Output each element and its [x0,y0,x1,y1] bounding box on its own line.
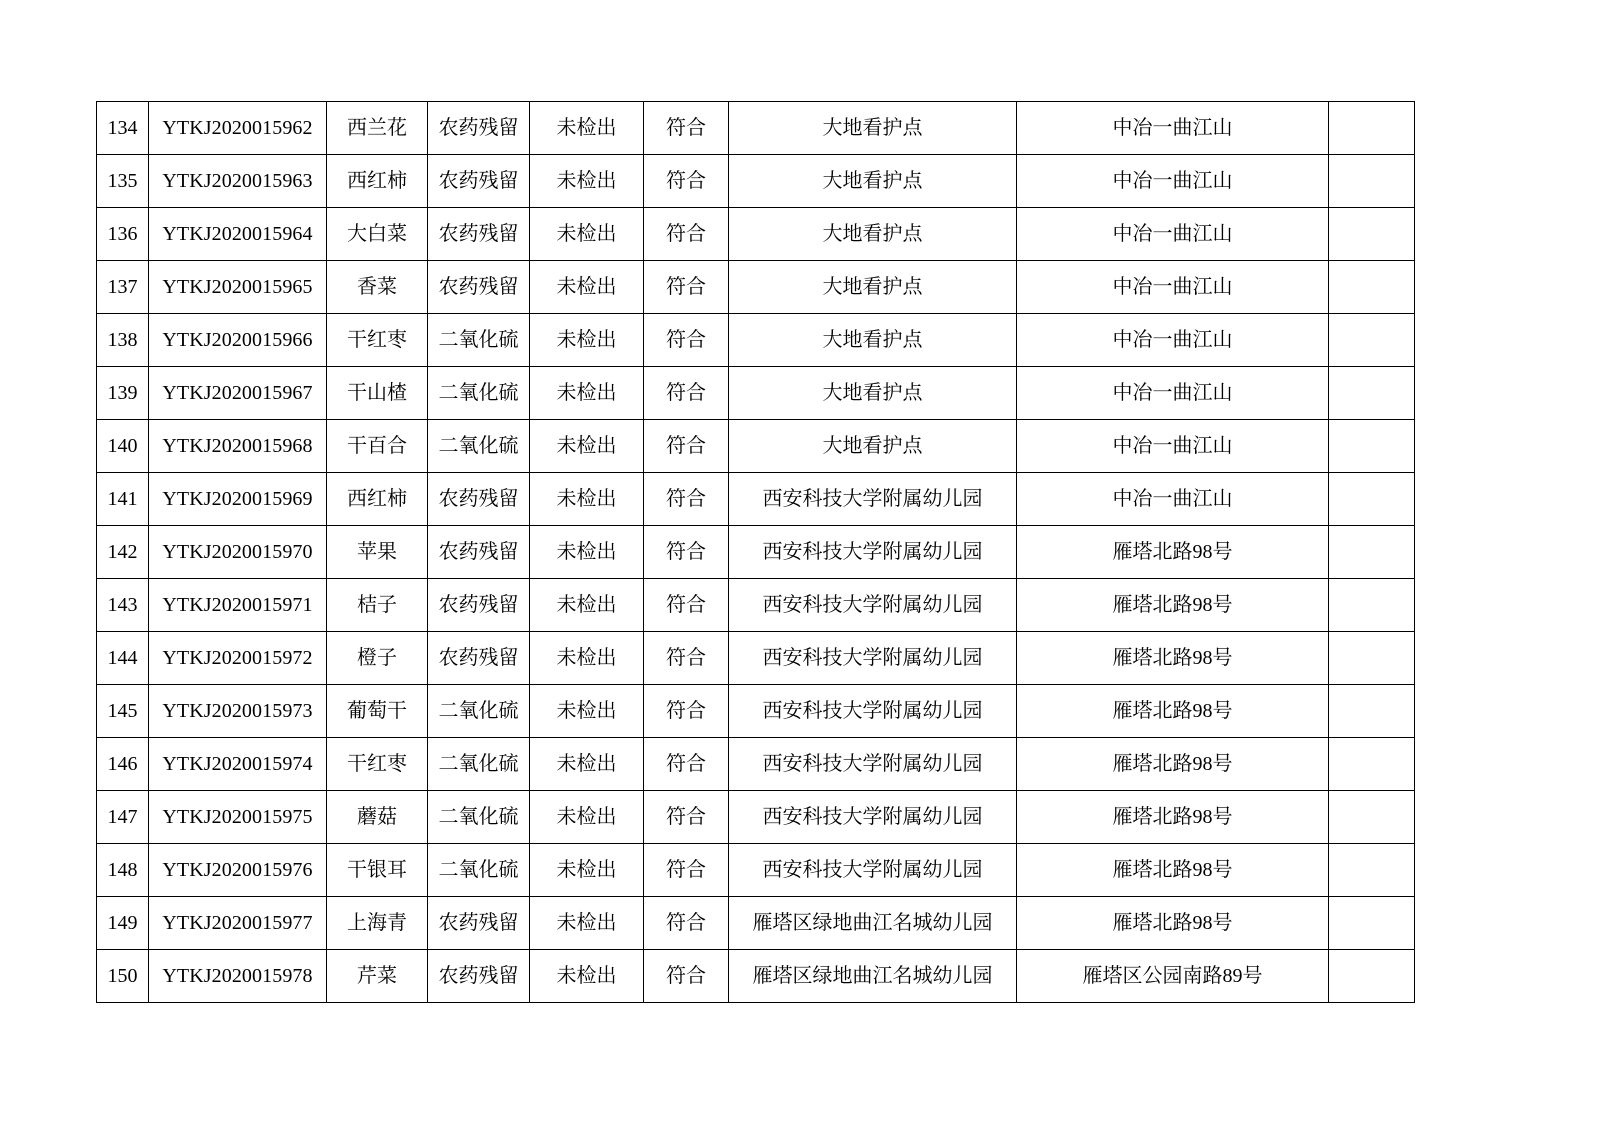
test-item: 二氧化硫 [428,420,530,473]
sample-name: 香菜 [327,261,428,314]
test-result: 未检出 [530,155,644,208]
verdict: 符合 [644,685,729,738]
verdict: 符合 [644,367,729,420]
row-index: 139 [97,367,149,420]
sample-name: 干银耳 [327,844,428,897]
row-index: 134 [97,102,149,155]
remark [1329,685,1415,738]
inspected-unit: 西安科技大学附属幼儿园 [729,844,1017,897]
test-result: 未检出 [530,208,644,261]
sample-code: YTKJ2020015972 [149,632,327,685]
test-item: 农药残留 [428,950,530,1003]
inspected-unit: 雁塔区绿地曲江名城幼儿园 [729,950,1017,1003]
sample-name: 橙子 [327,632,428,685]
test-result: 未检出 [530,579,644,632]
test-result: 未检出 [530,314,644,367]
remark [1329,102,1415,155]
row-index: 146 [97,738,149,791]
sample-name: 芹菜 [327,950,428,1003]
sample-code: YTKJ2020015967 [149,367,327,420]
sample-name: 苹果 [327,526,428,579]
table-row [97,632,1415,685]
address: 雁塔北路98号 [1017,632,1329,685]
table-body [97,102,1415,1003]
table-row [97,367,1415,420]
sample-code: YTKJ2020015977 [149,897,327,950]
sample-code: YTKJ2020015964 [149,208,327,261]
sample-name: 葡萄干 [327,685,428,738]
test-result: 未检出 [530,420,644,473]
sample-code: YTKJ2020015963 [149,155,327,208]
remark [1329,738,1415,791]
test-result: 未检出 [530,102,644,155]
verdict: 符合 [644,473,729,526]
verdict: 符合 [644,579,729,632]
inspection-results-table [96,101,1415,1003]
sample-name: 桔子 [327,579,428,632]
test-item: 农药残留 [428,261,530,314]
remark [1329,314,1415,367]
remark [1329,791,1415,844]
row-index: 142 [97,526,149,579]
verdict: 符合 [644,632,729,685]
test-item: 农药残留 [428,632,530,685]
inspected-unit: 大地看护点 [729,420,1017,473]
test-item: 二氧化硫 [428,738,530,791]
test-item: 二氧化硫 [428,367,530,420]
sample-code: YTKJ2020015969 [149,473,327,526]
sample-code: YTKJ2020015974 [149,738,327,791]
remark [1329,950,1415,1003]
sample-name: 干山楂 [327,367,428,420]
verdict: 符合 [644,791,729,844]
test-item: 农药残留 [428,155,530,208]
row-index: 149 [97,897,149,950]
table-row [97,102,1415,155]
inspected-unit: 大地看护点 [729,367,1017,420]
sample-code: YTKJ2020015965 [149,261,327,314]
table-row [97,950,1415,1003]
sample-code: YTKJ2020015973 [149,685,327,738]
sample-name: 西红柿 [327,155,428,208]
sample-code: YTKJ2020015971 [149,579,327,632]
test-item: 农药残留 [428,526,530,579]
table-row [97,420,1415,473]
verdict: 符合 [644,897,729,950]
remark [1329,473,1415,526]
sample-code: YTKJ2020015978 [149,950,327,1003]
test-item: 农药残留 [428,102,530,155]
sample-code: YTKJ2020015970 [149,526,327,579]
table-row [97,526,1415,579]
inspected-unit: 西安科技大学附属幼儿园 [729,579,1017,632]
row-index: 136 [97,208,149,261]
address: 雁塔北路98号 [1017,844,1329,897]
row-index: 137 [97,261,149,314]
sample-name: 上海青 [327,897,428,950]
inspected-unit: 大地看护点 [729,102,1017,155]
test-result: 未检出 [530,526,644,579]
table-row [97,844,1415,897]
test-result: 未检出 [530,844,644,897]
address: 雁塔北路98号 [1017,685,1329,738]
test-result: 未检出 [530,367,644,420]
table-row [97,473,1415,526]
address: 雁塔北路98号 [1017,791,1329,844]
inspected-unit: 西安科技大学附属幼儿园 [729,526,1017,579]
inspected-unit: 西安科技大学附属幼儿园 [729,791,1017,844]
verdict: 符合 [644,844,729,897]
table-row [97,261,1415,314]
table-row [97,897,1415,950]
row-index: 135 [97,155,149,208]
address: 中冶一曲江山 [1017,102,1329,155]
verdict: 符合 [644,738,729,791]
row-index: 147 [97,791,149,844]
remark [1329,208,1415,261]
row-index: 141 [97,473,149,526]
test-result: 未检出 [530,685,644,738]
remark [1329,367,1415,420]
remark [1329,579,1415,632]
test-item: 二氧化硫 [428,314,530,367]
address: 中冶一曲江山 [1017,261,1329,314]
inspected-unit: 西安科技大学附属幼儿园 [729,473,1017,526]
address: 中冶一曲江山 [1017,314,1329,367]
row-index: 150 [97,950,149,1003]
sample-name: 大白菜 [327,208,428,261]
verdict: 符合 [644,102,729,155]
table-row [97,314,1415,367]
address: 中冶一曲江山 [1017,420,1329,473]
table-row [97,208,1415,261]
sample-name: 干红枣 [327,738,428,791]
address: 雁塔北路98号 [1017,738,1329,791]
sample-code: YTKJ2020015966 [149,314,327,367]
test-item: 农药残留 [428,897,530,950]
remark [1329,897,1415,950]
table-row [97,685,1415,738]
verdict: 符合 [644,261,729,314]
inspected-unit: 大地看护点 [729,208,1017,261]
verdict: 符合 [644,208,729,261]
test-result: 未检出 [530,791,644,844]
row-index: 148 [97,844,149,897]
table-row [97,738,1415,791]
verdict: 符合 [644,950,729,1003]
test-item: 二氧化硫 [428,791,530,844]
remark [1329,420,1415,473]
table-row [97,155,1415,208]
row-index: 143 [97,579,149,632]
address: 雁塔北路98号 [1017,897,1329,950]
address: 中冶一曲江山 [1017,208,1329,261]
address: 中冶一曲江山 [1017,473,1329,526]
table-row [97,579,1415,632]
row-index: 144 [97,632,149,685]
test-item: 农药残留 [428,473,530,526]
sample-code: YTKJ2020015976 [149,844,327,897]
test-item: 二氧化硫 [428,685,530,738]
remark [1329,844,1415,897]
test-item: 二氧化硫 [428,844,530,897]
verdict: 符合 [644,314,729,367]
inspected-unit: 雁塔区绿地曲江名城幼儿园 [729,897,1017,950]
table-row [97,791,1415,844]
sample-code: YTKJ2020015975 [149,791,327,844]
test-item: 农药残留 [428,208,530,261]
address: 中冶一曲江山 [1017,367,1329,420]
address: 雁塔北路98号 [1017,579,1329,632]
row-index: 138 [97,314,149,367]
inspected-unit: 西安科技大学附属幼儿园 [729,738,1017,791]
sample-name: 干红枣 [327,314,428,367]
address: 雁塔区公园南路89号 [1017,950,1329,1003]
verdict: 符合 [644,155,729,208]
test-result: 未检出 [530,261,644,314]
sample-name: 蘑菇 [327,791,428,844]
test-item: 农药残留 [428,579,530,632]
test-result: 未检出 [530,473,644,526]
inspected-unit: 西安科技大学附属幼儿园 [729,685,1017,738]
results-table-container [96,101,1414,1003]
test-result: 未检出 [530,897,644,950]
inspected-unit: 西安科技大学附属幼儿园 [729,632,1017,685]
remark [1329,261,1415,314]
address: 中冶一曲江山 [1017,155,1329,208]
sample-name: 干百合 [327,420,428,473]
remark [1329,155,1415,208]
test-result: 未检出 [530,738,644,791]
inspected-unit: 大地看护点 [729,314,1017,367]
sample-code: YTKJ2020015968 [149,420,327,473]
remark [1329,632,1415,685]
verdict: 符合 [644,526,729,579]
address: 雁塔北路98号 [1017,526,1329,579]
test-result: 未检出 [530,950,644,1003]
row-index: 140 [97,420,149,473]
sample-name: 西兰花 [327,102,428,155]
remark [1329,526,1415,579]
sample-name: 西红柿 [327,473,428,526]
sample-code: YTKJ2020015962 [149,102,327,155]
verdict: 符合 [644,420,729,473]
inspected-unit: 大地看护点 [729,155,1017,208]
row-index: 145 [97,685,149,738]
test-result: 未检出 [530,632,644,685]
inspected-unit: 大地看护点 [729,261,1017,314]
